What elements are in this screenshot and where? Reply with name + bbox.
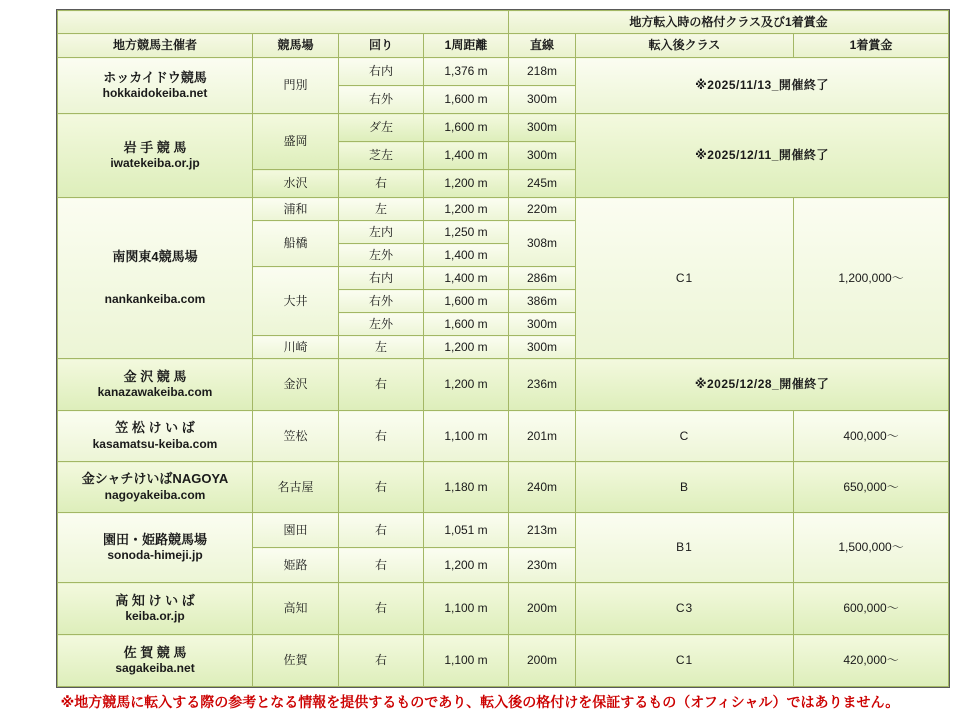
closed-status-cell: ※2025/12/28_開催終了 [576, 359, 949, 411]
lap-distance-cell: 1,600 m [424, 313, 509, 336]
straight-distance-cell: 230m [509, 548, 576, 583]
lap-distance-cell: 1,100 m [424, 635, 509, 687]
transfer-grading-table [57, 10, 949, 687]
turn-cell: 右外 [339, 86, 424, 114]
prize-cell: 650,000～ [794, 462, 949, 513]
organizer-website: hokkaidokeiba.net [102, 86, 208, 101]
organizer-website: keiba.or.jp [125, 609, 185, 624]
organizer-name: 笠 松 け い ば [115, 420, 195, 436]
organizer-name: 高 知 け い ば [115, 592, 195, 608]
lap-distance-cell: 1,200 m [424, 359, 509, 411]
straight-distance-cell: 213m [509, 513, 576, 548]
straight-distance-cell: 245m [509, 170, 576, 198]
lap-distance-cell: 1,600 m [424, 86, 509, 114]
track-name-cell: 大井 [253, 267, 339, 336]
straight-distance-cell: 300m [509, 142, 576, 170]
closed-status-cell: ※2025/12/11_開催終了 [576, 114, 949, 198]
track-name-cell: 盛岡 [253, 114, 339, 170]
organizer-name: 園田・姫路競馬場 [102, 531, 207, 547]
turn-cell: ダ左 [339, 114, 424, 142]
organizer-cell [58, 583, 253, 635]
lap-distance-cell: 1,100 m [424, 411, 509, 462]
prize-cell: 400,000～ [794, 411, 949, 462]
class-cell: C1 [576, 198, 794, 359]
turn-cell: 右内 [339, 58, 424, 86]
organizer-name: 金 沢 競 馬 [123, 368, 187, 384]
straight-distance-cell: 386m [509, 290, 576, 313]
organizer-website: sagakeiba.net [115, 661, 195, 676]
turn-cell: 右内 [339, 267, 424, 290]
organizer-cell [58, 58, 253, 114]
turn-cell: 右 [339, 513, 424, 548]
straight-distance-cell: 286m [509, 267, 576, 290]
track-name-cell: 川崎 [253, 336, 339, 359]
turn-cell: 右外 [339, 290, 424, 313]
turn-cell: 右 [339, 170, 424, 198]
organizer-name: ホッカイドウ競馬 [103, 69, 207, 85]
organizer-cell [58, 635, 253, 687]
straight-distance-cell: 200m [509, 583, 576, 635]
track-name-cell: 佐賀 [253, 635, 339, 687]
track-name-cell: 門別 [253, 58, 339, 114]
organizer-cell [58, 114, 253, 198]
track-name-cell: 船橋 [253, 221, 339, 267]
col-header-straight: 直線 [509, 34, 576, 58]
track-name-cell: 姫路 [253, 548, 339, 583]
prize-cell: 420,000～ [794, 635, 949, 687]
straight-distance-cell: 300m [509, 86, 576, 114]
straight-distance-cell: 200m [509, 635, 576, 687]
class-cell: C3 [576, 583, 794, 635]
lap-distance-cell: 1,100 m [424, 583, 509, 635]
lap-distance-cell: 1,400 m [424, 142, 509, 170]
straight-distance-cell: 218m [509, 58, 576, 86]
track-name-cell: 園田 [253, 513, 339, 548]
lap-distance-cell: 1,376 m [424, 58, 509, 86]
lap-distance-cell: 1,200 m [424, 170, 509, 198]
track-name-cell: 笠松 [253, 411, 339, 462]
col-header-prize: 1着賞金 [794, 34, 949, 58]
col-header-organizer: 地方競馬主催者 [58, 34, 253, 58]
organizer-cell [58, 411, 253, 462]
organizer-website: nankankeiba.com [104, 291, 206, 306]
track-name-cell: 金沢 [253, 359, 339, 411]
lap-distance-cell: 1,600 m [424, 114, 509, 142]
col-header-track: 競馬場 [253, 34, 339, 58]
straight-distance-cell: 308m [509, 221, 576, 267]
organizer-website: nagoyakeiba.com [104, 487, 206, 502]
lap-distance-cell: 1,200 m [424, 548, 509, 583]
straight-distance-cell: 300m [509, 114, 576, 142]
lap-distance-cell: 1,200 m [424, 336, 509, 359]
lap-distance-cell: 1,600 m [424, 290, 509, 313]
straight-distance-cell: 220m [509, 198, 576, 221]
organizer-website: kasamatsu-keiba.com [92, 436, 218, 451]
straight-distance-cell: 300m [509, 336, 576, 359]
lap-distance-cell: 1,400 m [424, 267, 509, 290]
grading-title: 地方転入時の格付クラス及び1着賞金 [509, 11, 949, 34]
track-name-cell: 浦和 [253, 198, 339, 221]
organizer-name: 金シャチけいばNAGOYA [81, 471, 229, 487]
organizer-website: iwatekeiba.or.jp [110, 156, 200, 171]
turn-cell: 右 [339, 462, 424, 513]
col-header-class: 転入後クラス [576, 34, 794, 58]
turn-cell: 芝左 [339, 142, 424, 170]
turn-cell: 左内 [339, 221, 424, 244]
organizer-website: kanazawakeiba.com [97, 385, 213, 400]
track-name-cell: 高知 [253, 583, 339, 635]
lap-distance-cell: 1,400 m [424, 244, 509, 267]
class-cell: C1 [576, 635, 794, 687]
lap-distance-cell: 1,250 m [424, 221, 509, 244]
organizer-name: 佐 賀 競 馬 [123, 644, 187, 660]
organizer-name: 岩 手 競 馬 [123, 139, 187, 155]
organizer-cell [58, 462, 253, 513]
prize-cell: 1,500,000～ [794, 513, 949, 583]
turn-cell: 右 [339, 359, 424, 411]
col-header-turn: 回り [339, 34, 424, 58]
organizer-cell [58, 198, 253, 359]
lap-distance-cell: 1,051 m [424, 513, 509, 548]
straight-distance-cell: 236m [509, 359, 576, 411]
organizer-cell [58, 513, 253, 583]
lap-distance-cell: 1,200 m [424, 198, 509, 221]
turn-cell: 左 [339, 198, 424, 221]
straight-distance-cell: 240m [509, 462, 576, 513]
track-name-cell: 名古屋 [253, 462, 339, 513]
closed-status-cell: ※2025/11/13_開催終了 [576, 58, 949, 114]
disclaimer-note: ※地方競馬に転入する際の参考となる情報を提供するものであり、転入後の格付けを保証するもの（オフィシャル）ではありません。 [60, 694, 900, 710]
turn-cell: 右 [339, 411, 424, 462]
turn-cell: 右 [339, 548, 424, 583]
turn-cell: 左外 [339, 313, 424, 336]
class-cell: C [576, 411, 794, 462]
organizer-cell [58, 359, 253, 411]
turn-cell: 左外 [339, 244, 424, 267]
col-header-lap-distance: 1周距離 [424, 34, 509, 58]
organizer-website: sonoda-himeji.jp [107, 548, 203, 563]
straight-distance-cell: 201m [509, 411, 576, 462]
prize-cell: 600,000～ [794, 583, 949, 635]
class-cell: B [576, 462, 794, 513]
lap-distance-cell: 1,180 m [424, 462, 509, 513]
organizer-name: 南関東4競馬場 [112, 249, 198, 265]
class-cell: B1 [576, 513, 794, 583]
turn-cell: 左 [339, 336, 424, 359]
prize-cell: 1,200,000～ [794, 198, 949, 359]
turn-cell: 右 [339, 583, 424, 635]
track-name-cell: 水沢 [253, 170, 339, 198]
straight-distance-cell: 300m [509, 313, 576, 336]
header-spacer-cell [58, 11, 509, 34]
turn-cell: 右 [339, 635, 424, 687]
